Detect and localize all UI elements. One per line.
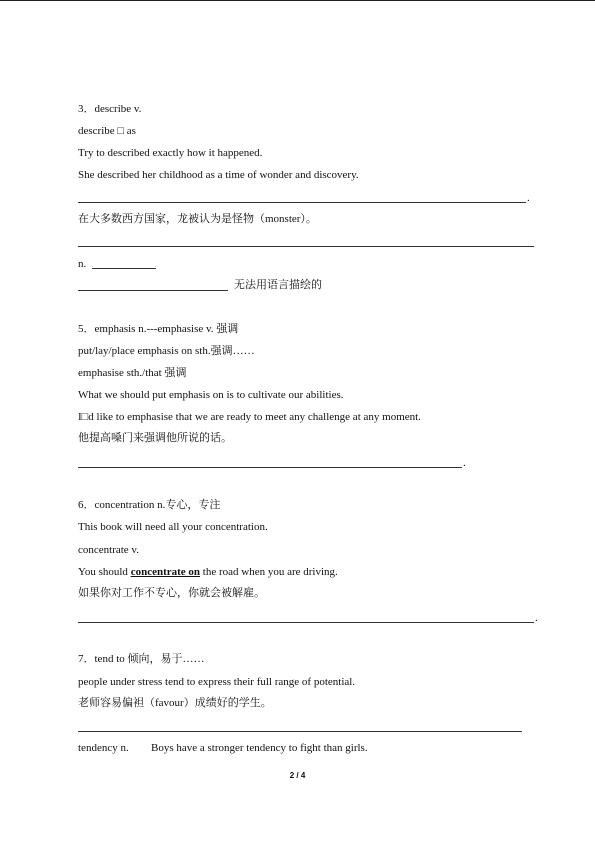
period: . (463, 457, 466, 469)
section-6-example-2 (78, 565, 338, 579)
page-top-border (0, 0, 595, 1)
section-5-example-2: I□d like to emphasise that we are ready to meet any challenge at any moment. (78, 411, 421, 423)
example-text: You should (78, 566, 131, 578)
section-6-chinese-1: 如果你对工作不专心，你就会被解雇。 (78, 587, 265, 599)
page-number: 2 / 4 (289, 771, 306, 780)
section-3-pattern: describe □ as (78, 125, 136, 137)
noun-label: n. (78, 258, 87, 270)
section-3-example-1: Try to described exactly how it happened. (78, 147, 263, 159)
section-6-verb-line: concentrate v. (78, 544, 139, 556)
answer-line (78, 202, 526, 203)
answer-line (78, 467, 462, 468)
period: . (535, 612, 538, 624)
section-6-heading: 6．concentration n.专心，专注 (78, 499, 221, 511)
section-7-chinese-1: 老师容易偏袒（favour）成绩好的学生。 (78, 697, 272, 709)
answer-line (78, 246, 534, 247)
section-3-noun-line (78, 257, 86, 271)
section-3-example-2: She described her childhood as a time of wonder and discovery. (78, 169, 359, 181)
answer-line (78, 622, 534, 623)
emphasized-phrase: concentrate on (130, 566, 201, 578)
section-3-heading: 3．describe v. (78, 103, 142, 115)
section-7-tendency-example: Boys have a stronger tendency to fight than girls. (151, 742, 368, 754)
section-3-chinese-2: 无法用语言描绘的 (234, 279, 322, 291)
section-5-phrase-2: emphasise sth./that 强调 (78, 367, 187, 379)
section-7-tendency-label: tendency n. (78, 742, 129, 754)
section-3-chinese-1: 在大多数西方国家，龙被认为是怪物（monster）。 (78, 213, 317, 225)
section-7-heading: 7．tend to 倾向，易于…… (78, 653, 205, 665)
section-7-example-1: people under stress tend to express their full range of potential. (78, 676, 356, 688)
adjective-blank (78, 290, 228, 291)
section-6-example-1: This book will need all your concentration. (78, 521, 268, 533)
answer-line (78, 731, 522, 732)
section-5-phrase-1: put/lay/place emphasis on sth.强调…… (78, 345, 255, 357)
period: . (527, 192, 530, 204)
section-5-chinese-1: 他提高嗓门来强调他所说的话。 (78, 432, 232, 444)
section-5-heading: 5．emphasis n.---emphasise v. 强调 (78, 323, 239, 335)
noun-blank (92, 268, 156, 269)
section-5-example-1: What we should put emphasis on is to cultivate our abilities. (78, 389, 344, 401)
example-text: the road when you are driving. (200, 566, 338, 578)
